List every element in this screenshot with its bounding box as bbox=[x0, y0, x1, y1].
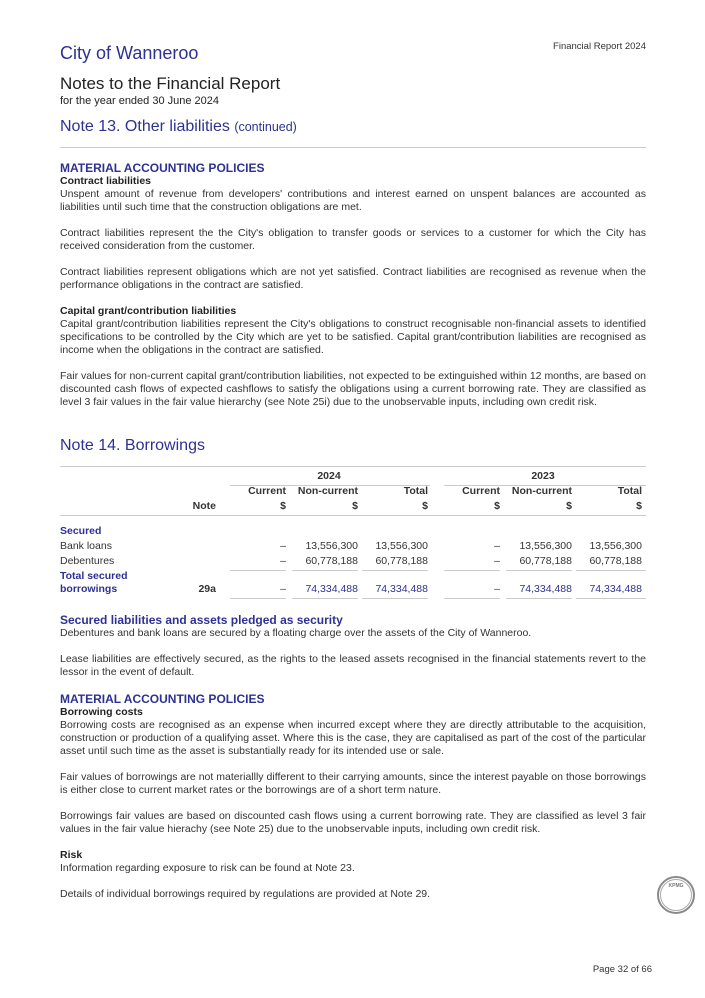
total-row: borrowings 29a – 74,334,488 74,334,488 – 74,334,488 74,334,488 bbox=[60, 583, 642, 595]
section-label: Secured bbox=[60, 525, 102, 537]
total-row: Total secured bbox=[60, 570, 128, 582]
unit-header: $ bbox=[494, 500, 500, 512]
paragraph: Details of individual borrowings required by regulations are provided at Note 29. bbox=[60, 888, 431, 900]
col-header: Current bbox=[462, 485, 500, 497]
note13-body bbox=[60, 161, 646, 409]
unit-header: $ bbox=[422, 500, 428, 512]
note14-body bbox=[60, 613, 646, 901]
secured-heading: Secured liabilities and assets pledged as security bbox=[60, 613, 343, 627]
paragraph: Debentures and bank loans are secured by a floating charge over the assets of the City of Wanneroo. bbox=[60, 627, 532, 639]
unit-header: $ bbox=[352, 500, 358, 512]
paragraph: Capital grant/contribution liabilities represent the City's obligations to construct recognisable non-financial assets to identified specifications to be controlled by the City which are yet to be satisfied. Capital grant/contribution liabilities are recognised as income when the obligations in the contract are satisfied. bbox=[60, 318, 646, 356]
contract-heading: Contract liabilities bbox=[60, 175, 152, 187]
col-header: Current bbox=[248, 485, 286, 497]
divider bbox=[60, 466, 646, 467]
paragraph: Fair values of borrowings are not materiallly different to their carrying amounts, since the interest payable on those borrowings is either close to current market rates or the borrowings are of a short term nature. bbox=[60, 771, 646, 796]
policies-heading: MATERIAL ACCOUNTING POLICIES bbox=[60, 692, 265, 706]
paragraph: Lease liabilities are effectively secured, as the rights to the leased assets recognised in the financial statements revert to the lessor in the event of default. bbox=[60, 653, 646, 678]
divider bbox=[60, 147, 646, 148]
borrowings-table bbox=[60, 470, 646, 598]
col-header: Total bbox=[617, 485, 642, 497]
borrowing-heading: Borrowing costs bbox=[60, 706, 143, 718]
note13-title-text: Note 13. Other liabilities bbox=[60, 118, 230, 135]
table-row: Debentures – 60,778,188 60,778,188 – 60,778,188 60,778,188 bbox=[60, 555, 642, 567]
page-number: Page 32 of 66 bbox=[592, 964, 652, 975]
stamp-label: KPMG bbox=[668, 883, 684, 889]
doc-title: Notes to the Financial Report bbox=[60, 74, 281, 93]
paragraph: Contract liabilities represent the the City's obligation to transfer goods or services to a customer for which the City has received consideration from the customer. bbox=[60, 227, 646, 252]
kpmg-stamp-icon bbox=[657, 876, 695, 914]
unit-header: $ bbox=[280, 500, 286, 512]
note13-title bbox=[60, 118, 297, 136]
note13-continued: (continued) bbox=[234, 120, 297, 134]
paragraph: Unspent amount of revenue from developers' contributions and interest earned on unspent balances are accounted as liabilities until such time that the construction obligations are met. bbox=[60, 188, 646, 213]
unit-header: $ bbox=[636, 500, 642, 512]
capital-heading: Capital grant/contribution liabilities bbox=[60, 305, 237, 317]
paragraph: Contract liabilities represent obligations which are not yet satisfied. Contract liabilities are recognised as revenue when the performance obligations in the contract are satisfied. bbox=[60, 266, 646, 291]
col-header: Non-current bbox=[511, 485, 572, 497]
paragraph: Borrowings fair values are based on discounted cash flows using a current borrowing rate. They are classified as level 3 fair values in the fair value hierachy (see Note 25) due to the unobservable inputs, including own credit risk. bbox=[60, 810, 646, 835]
year-header-2023: 2023 bbox=[531, 470, 555, 482]
table-row: Bank loans – 13,556,300 13,556,300 – 13,556,300 13,556,300 bbox=[60, 540, 642, 552]
report-label: Financial Report 2024 bbox=[553, 41, 646, 52]
note14-title: Note 14. Borrowings bbox=[60, 437, 205, 454]
paragraph: Information regarding exposure to risk can be found at Note 23. bbox=[60, 862, 355, 874]
note-header: Note bbox=[192, 500, 216, 512]
unit-header: $ bbox=[566, 500, 572, 512]
paragraph: Borrowing costs are recognised as an expense when incurred except where they are directly attributable to the acquisition, construction or production of a qualifying asset. Where this is the case, they are capitalised as part of the cost of the particular asset until such time as the asset is substantially ready for its intended use or sale. bbox=[60, 719, 646, 757]
col-header: Total bbox=[403, 485, 428, 497]
col-header: Non-current bbox=[297, 485, 358, 497]
paragraph: Fair values for non-current capital grant/contribution liabilities, not expected to be extinguished within 12 months, are based on discounted cash flows of expected cashflows to satisfy the obligations using a current borrowing rate. They are classified as level 3 fair values in the fair value hierarchy (see Note 25i) due to the unobservable inputs, including own credit risk. bbox=[60, 370, 647, 408]
risk-heading: Risk bbox=[60, 849, 83, 861]
policies-heading: MATERIAL ACCOUNTING POLICIES bbox=[60, 161, 265, 175]
org-title: City of Wanneroo bbox=[60, 43, 199, 63]
doc-subtitle: for the year ended 30 June 2024 bbox=[60, 95, 220, 107]
year-header-2024: 2024 bbox=[317, 470, 341, 482]
